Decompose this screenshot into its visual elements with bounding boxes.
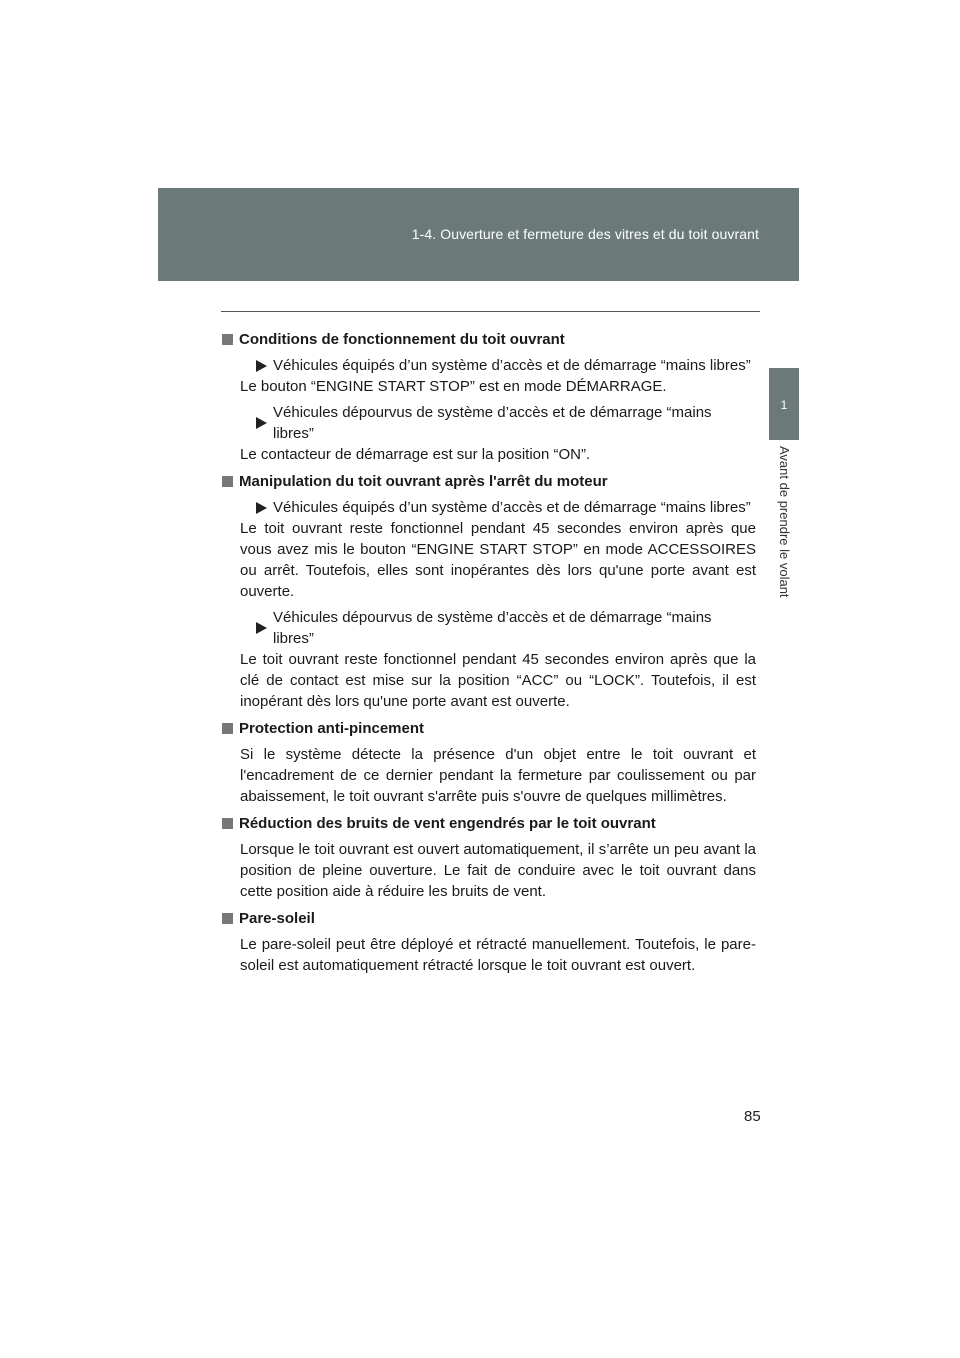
section-title-text: Réduction des bruits de vent engendrés par le toit ouvrant xyxy=(239,815,656,832)
section-title xyxy=(222,908,756,929)
section-title xyxy=(222,813,756,834)
chapter-tab-number: 1 xyxy=(780,398,788,412)
section-divider xyxy=(221,311,760,312)
variant-heading-text: Véhicules dépourvus de système d’accès et de démarrage “mains libres” xyxy=(273,404,712,442)
section-title xyxy=(222,471,756,492)
section-wind-noise xyxy=(222,813,756,902)
section-operating-conditions xyxy=(222,329,756,465)
square-bullet-icon xyxy=(222,476,233,487)
variant-block xyxy=(240,607,756,712)
variant-heading xyxy=(240,402,756,444)
section-text: Si le système détecte la présence d'un objet entre le toit ouvrant et l'encadrement de ce dernier pendant la fermeture par coulissement ou par abaissement, le toit ouvrant s'arrête puis s'ouvre de quelques millimètres. xyxy=(240,746,756,805)
variant-block xyxy=(240,497,756,602)
section-title-text: Pare-soleil xyxy=(239,910,315,927)
chapter-tab[interactable] xyxy=(769,368,799,440)
triangle-bullet-icon xyxy=(256,417,267,429)
chapter-side-label-text: Avant de prendre le volant xyxy=(777,446,792,598)
variant-text: Le bouton “ENGINE START STOP” est en mode DÉMARRAGE. xyxy=(240,378,667,395)
section-title-text: Manipulation du toit ouvrant après l'arrêt du moteur xyxy=(239,473,608,490)
section-title xyxy=(222,329,756,350)
section-text: Le pare-soleil peut être déployé et rétracté manuellement. Toutefois, le pare-soleil est automatiquement rétracté lorsque le toit ouvrant est ouvert. xyxy=(240,936,756,974)
variant-block xyxy=(240,402,756,465)
variant-text: Le toit ouvrant reste fonctionnel pendant 45 secondes environ après que la clé de contact est mise sur la position “ACC” ou “LOCK”. Toutefois, il est inopérant dès lors qu'une porte avant est ouverte. xyxy=(240,651,756,710)
chapter-title: 1-4. Ouverture et fermeture des vitres et du toit ouvrant xyxy=(411,226,759,242)
section-title-text: Protection anti-pincement xyxy=(239,720,425,737)
chapter-side-label xyxy=(777,446,793,636)
section-text: Lorsque le toit ouvrant est ouvert automatiquement, il s’arrête un peu avant la position de pleine ouverture. Le fait de conduire avec le toit ouvrant dans cette position aide à réduire les bruits de vent. xyxy=(240,841,756,900)
triangle-bullet-icon xyxy=(256,360,267,372)
variant-heading xyxy=(240,497,756,518)
variant-heading-text: Véhicules équipés d’un système d’accès et de démarrage “mains libres” xyxy=(273,357,751,374)
page-number: 85 xyxy=(744,1108,761,1125)
square-bullet-icon xyxy=(222,913,233,924)
square-bullet-icon xyxy=(222,334,233,345)
square-bullet-icon xyxy=(222,723,233,734)
variant-heading-text: Véhicules dépourvus de système d’accès et de démarrage “mains libres” xyxy=(273,609,712,647)
variant-text: Le toit ouvrant reste fonctionnel pendant 45 secondes environ après que vous avez mis le bouton “ENGINE START STOP” en mode ACCESSOIRES ou arrêt. Toutefois, elles sont inopérantes dès lors qu'une porte avant est ouverte. xyxy=(240,520,756,600)
section-sunshade xyxy=(222,908,756,976)
variant-text: Le contacteur de démarrage est sur la position “ON”. xyxy=(240,446,591,463)
triangle-bullet-icon xyxy=(256,502,267,514)
triangle-bullet-icon xyxy=(256,622,267,634)
square-bullet-icon xyxy=(222,818,233,829)
section-title-text: Conditions de fonctionnement du toit ouvrant xyxy=(239,331,565,348)
section-title xyxy=(222,718,756,739)
chapter-header-band xyxy=(158,188,799,281)
variant-heading xyxy=(240,355,756,376)
section-after-engine-off xyxy=(222,471,756,712)
variant-heading xyxy=(240,607,756,649)
variant-heading-text: Véhicules équipés d’un système d’accès et de démarrage “mains libres” xyxy=(273,499,751,516)
section-jam-protection xyxy=(222,718,756,807)
page-content xyxy=(222,329,756,982)
variant-block xyxy=(240,355,756,397)
